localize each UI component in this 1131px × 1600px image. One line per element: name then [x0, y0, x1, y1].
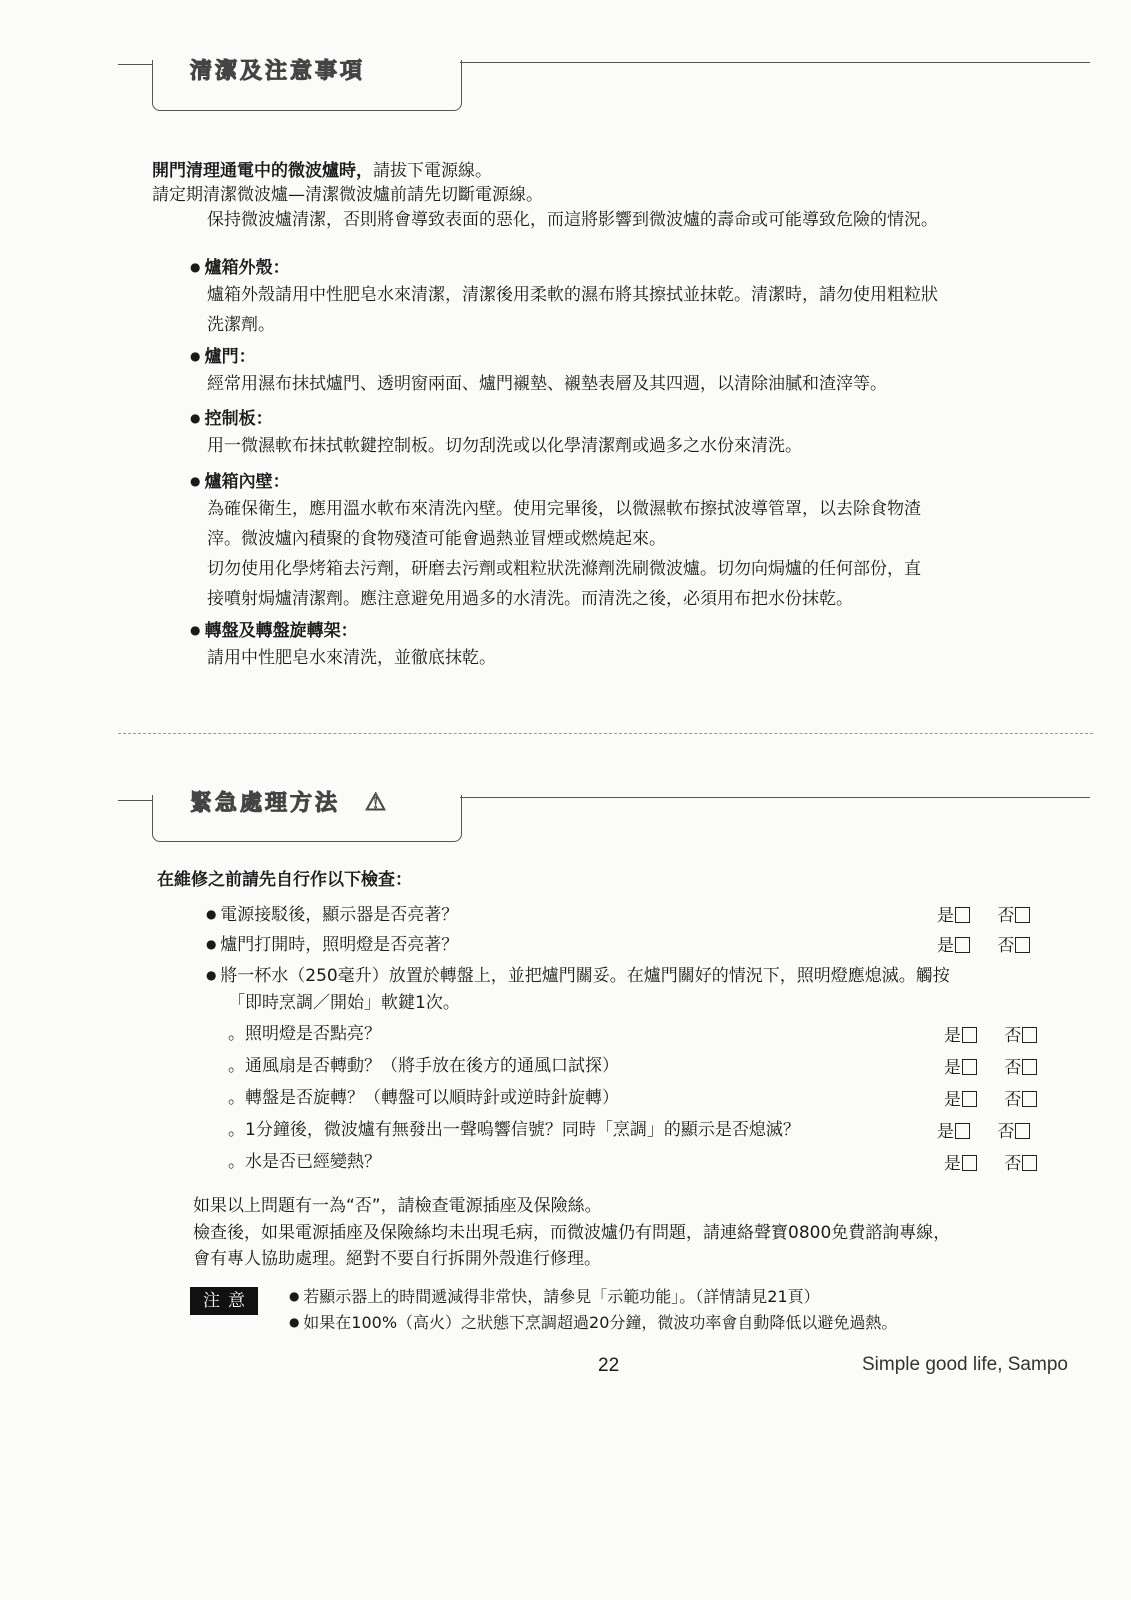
- notice-label: 注意: [190, 1287, 258, 1315]
- yes-no-options: 是 否: [937, 931, 1030, 956]
- item-text-line: 用一微濕軟布抹拭軟鍵控制板。切勿刮洗或以化學清潔劑或過多之水份來清洗。: [207, 436, 802, 456]
- warning-icon: ⚠: [364, 788, 390, 816]
- no-checkbox[interactable]: [1022, 1059, 1037, 1075]
- page-number: 22: [598, 1355, 620, 1376]
- yes-checkbox[interactable]: [955, 937, 970, 953]
- check-item-long: ● 將一杯水（250毫升）放置於轉盤上，並把爐門關妥。在爐門關好的情況下，照明燈應熄滅。觸按: [206, 962, 950, 990]
- no-checkbox[interactable]: [1022, 1155, 1037, 1171]
- yes-no-options: 是 否: [937, 901, 1030, 926]
- notice-item: ● 若顯示器上的時間遞減得非常快，請參見「示範功能」。（詳情請見21頁）: [289, 1283, 820, 1310]
- yes-no-options: 是 否: [944, 1021, 1037, 1046]
- item-text-turntable: [207, 643, 1067, 673]
- section1-intro: [152, 158, 492, 185]
- sub-check-item: 。通風扇是否轉動？（將手放在後方的通風口試探）: [228, 1056, 619, 1076]
- yes-checkbox[interactable]: [962, 1091, 977, 1107]
- sub-check-item: 。1分鐘後，微波爐有無發出一聲嗚響信號？同時「烹調」的顯示是否熄滅？: [228, 1120, 800, 1140]
- section1-line2: 請定期清潔微波爐—清潔微波爐前請先切斷電源線。: [152, 185, 543, 205]
- yes-checkbox[interactable]: [962, 1027, 977, 1043]
- item-text-control-panel: [207, 431, 1067, 461]
- notice-item: ● 如果在100%（高火）之狀態下烹調超過20分鐘，微波功率會自動降低以避免過熱。: [289, 1309, 897, 1336]
- sub-check-item: 。轉盤是否旋轉？（轉盤可以順時針或逆時針旋轉）: [228, 1088, 619, 1108]
- item-text-line: 爐箱外殼請用中性肥皂水來清潔，清潔後用柔軟的濕布將其擦拭並抹乾。清潔時，請勿使用粗粒狀: [207, 285, 938, 305]
- no-checkbox[interactable]: [1022, 1091, 1037, 1107]
- item-text-line: 為確保衛生，應用溫水軟布來清洗內壁。使用完畢後，以微濕軟布擦拭波導管罩，以去除食物渣: [207, 499, 921, 519]
- item-heading-turntable: ● 轉盤及轉盤旋轉架：: [190, 617, 358, 645]
- item-heading-housing: ● 爐箱外殼：: [190, 254, 290, 282]
- section-divider: [118, 733, 1093, 734]
- followup-line: 如果以上問題有一為“否”，請檢查電源插座及保險絲。: [193, 1196, 602, 1216]
- followup-line: 檢查後，如果電源插座及保險絲均未出現毛病，而微波爐仍有問題，請連絡聲寶0800免費諮詢專線，: [193, 1223, 951, 1243]
- item-heading-door: ● 爐門：: [190, 343, 256, 371]
- item-text-line: 請用中性肥皂水來清洗，並徹底抹乾。: [207, 648, 496, 668]
- check-item: ● 爐門打開時，照明燈是否亮著？: [206, 931, 458, 959]
- section1-title: 清潔及注意事項: [190, 59, 366, 84]
- section1-line3: 保持微波爐清潔，否則將會導致表面的惡化，而這將影響到微波爐的壽命或可能導致危險的情況。: [207, 210, 938, 230]
- item-text-housing: [207, 280, 1067, 340]
- yes-no-options: 是 否: [944, 1149, 1037, 1174]
- check-item-long-cont: 「即時烹調／開始」軟鍵1次。: [228, 993, 460, 1013]
- yes-no-options: 是 否: [944, 1085, 1037, 1110]
- section2-title-text: 緊急處理方法: [190, 791, 341, 816]
- item-heading-interior: ● 爐箱內壁：: [190, 468, 290, 496]
- yes-no-options: 是 否: [944, 1053, 1037, 1078]
- yes-checkbox[interactable]: [962, 1155, 977, 1171]
- section2-title: [190, 786, 389, 817]
- section2-header-rule-left: [118, 800, 152, 801]
- footer-slogan: Simple good life, Sampo: [862, 1354, 1068, 1375]
- yes-checkbox[interactable]: [955, 907, 970, 923]
- section1-intro-rest: 請拔下電源線。: [373, 161, 492, 181]
- section2-intro: 在維修之前請先自行作以下檢查：: [157, 870, 412, 890]
- no-checkbox[interactable]: [1015, 1123, 1030, 1139]
- no-checkbox[interactable]: [1015, 907, 1030, 923]
- sub-check-item: 。水是否已經變熱？: [228, 1152, 381, 1172]
- check-item: ● 電源接駁後，顯示器是否亮著？: [206, 901, 458, 929]
- section2-header-rule-right: [460, 797, 1090, 798]
- sub-check-item: 。照明燈是否點亮？: [228, 1024, 381, 1044]
- section1-intro-bold: 開門清理通電中的微波爐時，: [152, 161, 373, 181]
- yes-checkbox[interactable]: [955, 1123, 970, 1139]
- item-text-line: 洗潔劑。: [207, 315, 275, 335]
- item-text-door: [207, 369, 1067, 399]
- item-text-interior: [207, 494, 1067, 614]
- item-heading-control-panel: ● 控制板：: [190, 405, 273, 433]
- item-text-line: 切勿使用化學烤箱去污劑，研磨去污劑或粗粒狀洗滌劑洗刷微波爐。切勿向焗爐的任何部份，直: [207, 559, 921, 579]
- no-checkbox[interactable]: [1015, 937, 1030, 953]
- item-text-line: 滓。微波爐內積聚的食物殘渣可能會過熱並冒煙或燃燒起來。: [207, 529, 666, 549]
- section1-header-rule-left: [118, 64, 152, 65]
- yes-checkbox[interactable]: [962, 1059, 977, 1075]
- item-text-line: 經常用濕布抹拭爐門、透明窗兩面、爐門襯墊、襯墊表層及其四週，以清除油膩和渣滓等。: [207, 374, 887, 394]
- no-checkbox[interactable]: [1022, 1027, 1037, 1043]
- section1-header-rule-right: [460, 62, 1090, 63]
- yes-no-options: 是 否: [937, 1117, 1030, 1142]
- followup-line: 會有專人協助處理。絕對不要自行拆開外殼進行修理。: [193, 1249, 601, 1269]
- item-text-line: 接噴射焗爐清潔劑。應注意避免用過多的水清洗。而清洗之後，必須用布把水份抹乾。: [207, 589, 853, 609]
